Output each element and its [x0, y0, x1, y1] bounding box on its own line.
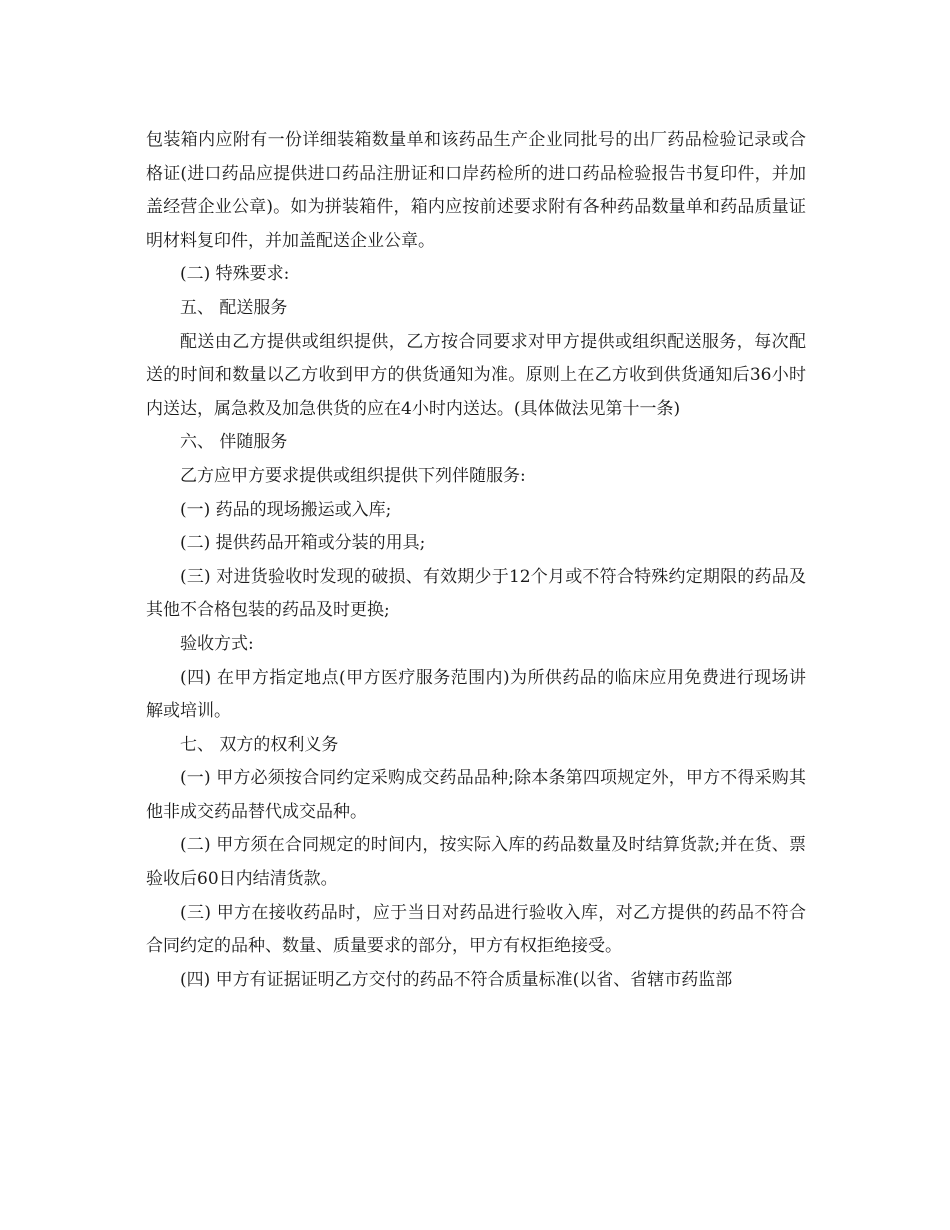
list-item-quality-evidence: (四) 甲方有证据证明乙方交付的药品不符合质量标准(以省、省辖市药监部 — [180, 969, 733, 990]
document-body — [146, 124, 806, 997]
list-item-payment-settlement: (二) 甲方须在合同规定的时间内，按实际入库的药品数量及时结算货款;并在货、票验收后60日内结清货款。 — [146, 835, 806, 890]
list-item-purchase-obligation: (一) 甲方必须按合同约定采购成交药品品种;除本条第四项规定外，甲方不得采购其他非成交药品替代成交品种。 — [146, 768, 806, 822]
paragraph-special-requirements: (二) 特殊要求: — [180, 264, 290, 285]
list-item-replacement: (三) 对进货验收时发现的破损、有效期少于12个月或不符合特殊约定期限的药品及其他不合格包装的药品及时更换; — [146, 566, 806, 621]
paragraph-acceptance-method: 验收方式: — [180, 633, 254, 654]
paragraph-packing-list: 包装箱内应附有一份详细装箱数量单和该药品生产企业同批号的出厂药品检验记录或合格证(进口药品应提供进口药品注册证和口岸药检所的进口药品检验报告书复印件，并加盖经营企业公章)。如为拼装箱件，箱内应按前述要求附有各种药品数量单和药品质量证明材料复印件，并加盖配送企业公章。 — [146, 130, 806, 251]
list-item-acceptance-inspection: (三) 甲方在接收药品时，应于当日对药品进行验收入库，对乙方提供的药品不符合合同约定的品种、数量、质量要求的部分，甲方有权拒绝接受。 — [146, 902, 806, 957]
list-item-unpacking-tools: (二) 提供药品开箱或分装的用具; — [180, 533, 426, 554]
heading-delivery-service: 五、 配送服务 — [180, 297, 288, 318]
list-item-training: (四) 在甲方指定地点(甲方医疗服务范围内)为所供药品的临床应用免费进行现场讲解或培训。 — [146, 667, 806, 722]
list-item-onsite-handling: (一) 药品的现场搬运或入库; — [180, 499, 392, 520]
heading-rights-obligations: 七、 双方的权利义务 — [180, 734, 339, 755]
paragraph-delivery-details: 配送由乙方提供或组织提供，乙方按合同要求对甲方提供或组织配送服务，每次配送的时间和数量以乙方收到甲方的供货通知为准。原则上在乙方收到供货通知后36小时内送达，属急救及加急供货的应在4小时内送达。(具体做法见第十一条) — [146, 331, 806, 419]
heading-accompanying-service: 六、 伴随服务 — [180, 432, 288, 453]
paragraph-accompanying-intro: 乙方应甲方要求提供或组织提供下列伴随服务: — [180, 465, 526, 486]
